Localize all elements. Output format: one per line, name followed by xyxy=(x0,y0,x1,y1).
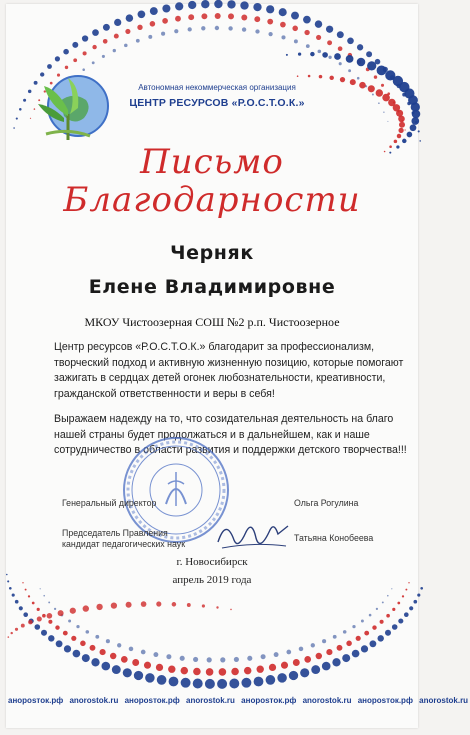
decor-dot xyxy=(47,613,53,619)
decor-dot xyxy=(240,1,248,9)
decor-dot xyxy=(366,51,372,57)
decor-dot xyxy=(201,13,207,19)
decor-dot xyxy=(346,641,352,647)
school-name: МКОУ Чистоозерная СОШ №2 р.п. Чистоозерное xyxy=(84,315,340,329)
decor-dot xyxy=(254,16,260,22)
decor-dot xyxy=(150,7,158,15)
decor-dot xyxy=(392,608,395,611)
footer-link[interactable]: anorostok.ru xyxy=(69,696,119,705)
decor-dot xyxy=(15,600,19,604)
decor-dot xyxy=(228,13,234,19)
decor-dot xyxy=(419,140,421,142)
decor-dot xyxy=(215,26,219,30)
decor-dot xyxy=(9,587,12,590)
decor-dot xyxy=(386,614,390,618)
decor-dot xyxy=(64,645,71,652)
decor-dot xyxy=(361,620,364,623)
decor-dot xyxy=(76,625,79,628)
decor-dot xyxy=(277,673,287,683)
decor-dot xyxy=(274,652,279,657)
handwritten-signature-icon xyxy=(212,512,292,558)
decor-dot xyxy=(369,614,372,617)
decor-dot xyxy=(125,29,130,34)
decor-dot xyxy=(175,16,181,22)
decor-dot xyxy=(181,678,191,688)
decor-dot xyxy=(129,647,134,652)
decor-dot xyxy=(391,588,392,589)
decor-dot xyxy=(172,602,177,607)
decor-dot xyxy=(73,650,81,658)
paragraph-line: нашей страны будет продолжаться и в дальнейшем, как и наше xyxy=(54,428,370,441)
decor-dot xyxy=(327,40,332,45)
decor-dot xyxy=(8,636,10,638)
decor-dot xyxy=(180,656,185,661)
decor-dot xyxy=(289,671,298,680)
decor-dot xyxy=(132,659,139,666)
decor-dot xyxy=(214,0,222,8)
decor-dot xyxy=(361,645,368,652)
decor-dot xyxy=(267,19,273,25)
decor-dot xyxy=(412,110,421,119)
decor-dot xyxy=(409,606,413,610)
decor-dot xyxy=(193,657,198,662)
decor-dot xyxy=(311,665,320,674)
decor-dot xyxy=(25,589,27,591)
decor-dot xyxy=(316,653,322,659)
decor-dot xyxy=(56,640,63,647)
decor-dot xyxy=(356,636,361,641)
decor-dot xyxy=(193,679,203,689)
decor-dot xyxy=(418,130,420,132)
decor-dot xyxy=(42,614,46,618)
decor-dot xyxy=(397,134,401,138)
decor-dot xyxy=(148,35,152,39)
decor-dot xyxy=(103,39,108,44)
decor-dot xyxy=(339,62,342,65)
title-line-2: Благодарности xyxy=(63,180,361,220)
decor-dot xyxy=(368,85,375,92)
decor-dot xyxy=(48,620,52,624)
decor-dot xyxy=(169,677,179,687)
decor-dot xyxy=(80,641,86,647)
decor-dot xyxy=(322,639,326,643)
decor-dot xyxy=(294,39,298,43)
decor-dot xyxy=(219,668,227,676)
decor-dot xyxy=(299,647,304,652)
decor-dot xyxy=(206,668,214,676)
decor-dot xyxy=(326,649,332,655)
recipient-surname: Черняк xyxy=(170,242,254,264)
decor-dot xyxy=(228,26,232,30)
paragraph-line: сотрудничество в области развития и поддержки детского творчества!!! xyxy=(54,444,407,457)
decor-dot xyxy=(281,662,288,669)
paragraph-line: Центр ресурсов «Р.О.С.Т.О.К.» благодарит за профессионализм, xyxy=(54,341,375,353)
decor-dot xyxy=(407,132,413,138)
decor-dot xyxy=(82,35,88,41)
decor-dot xyxy=(103,24,110,31)
decor-dot xyxy=(385,630,391,636)
decor-dot xyxy=(304,30,309,35)
decor-dot xyxy=(367,61,376,70)
issue-date: апрель 2019 года xyxy=(172,574,252,586)
decor-dot xyxy=(261,654,266,659)
decor-dot xyxy=(68,620,71,623)
decor-dot xyxy=(216,606,218,608)
decor-dot xyxy=(326,26,333,33)
decor-dot xyxy=(162,4,170,12)
decor-dot xyxy=(397,602,400,605)
decor-dot xyxy=(13,127,15,129)
decor-dot xyxy=(58,610,64,616)
decor-dot xyxy=(337,31,344,38)
decor-dot xyxy=(229,679,239,689)
decor-dot xyxy=(92,45,96,49)
decor-dot xyxy=(215,13,221,19)
decor-dot xyxy=(247,656,252,661)
footer-link[interactable]: anorostok.ru xyxy=(419,696,469,705)
decor-dot xyxy=(337,645,343,651)
decor-dot xyxy=(86,630,90,634)
decor-dot xyxy=(404,612,409,617)
decor-dot xyxy=(266,675,276,685)
decor-dot xyxy=(220,657,225,662)
decor-dot xyxy=(350,79,356,85)
decor-dot xyxy=(398,128,403,133)
paragraph-gratitude xyxy=(54,340,404,402)
decor-dot xyxy=(156,664,163,671)
decor-dot xyxy=(352,650,360,658)
decor-dot xyxy=(102,662,111,671)
chair-title-line-1: Председатель Правления xyxy=(62,528,168,538)
decor-dot xyxy=(257,666,264,673)
decor-dot xyxy=(377,65,387,75)
decor-dot xyxy=(266,5,274,13)
decor-dot xyxy=(342,654,350,662)
decor-dot xyxy=(291,12,299,20)
decor-dot xyxy=(112,665,121,674)
director-name: Ольга Рогулина xyxy=(294,498,359,508)
decor-dot xyxy=(111,602,117,608)
decor-dot xyxy=(162,18,168,24)
decor-dot xyxy=(71,636,76,641)
decor-dot xyxy=(126,602,132,608)
decor-dot xyxy=(405,589,407,591)
decor-dot xyxy=(332,658,340,666)
decor-dot xyxy=(134,671,143,680)
decor-dot xyxy=(241,15,247,21)
decor-dot xyxy=(308,75,311,78)
decor-dot xyxy=(201,26,205,30)
decor-dot xyxy=(114,19,121,26)
decor-dot xyxy=(374,75,377,78)
decor-dot xyxy=(106,639,110,643)
decor-dot xyxy=(28,620,33,625)
decor-dot xyxy=(392,624,398,630)
decor-dot xyxy=(207,657,212,662)
decor-dot xyxy=(175,2,183,10)
decor-dot xyxy=(281,35,285,39)
decor-dot xyxy=(110,653,116,659)
paragraph-line: Выражаем надежду на то, что созидательная деятельность на благо xyxy=(54,413,394,425)
decor-dot xyxy=(357,77,360,80)
decor-dot xyxy=(141,650,146,655)
decor-dot xyxy=(241,678,251,688)
decor-dot xyxy=(352,625,355,628)
decor-dot xyxy=(123,668,132,677)
decor-dot xyxy=(12,594,15,597)
decor-dot xyxy=(188,27,192,31)
decor-dot xyxy=(357,58,366,67)
decor-dot xyxy=(376,608,378,610)
decor-dot xyxy=(311,643,315,647)
decor-dot xyxy=(230,609,232,611)
decor-dot xyxy=(306,44,310,48)
decor-dot xyxy=(21,624,25,628)
paragraph-line: гражданской ответственности и веры в себя! xyxy=(54,387,275,400)
decor-dot xyxy=(378,102,380,104)
decor-dot xyxy=(348,69,351,72)
decor-dot xyxy=(156,601,161,606)
footer-link[interactable]: анорosток.рф xyxy=(357,696,413,705)
decor-dot xyxy=(70,608,76,614)
decor-dot xyxy=(82,654,90,662)
decor-dot xyxy=(11,632,13,634)
decor-dot xyxy=(364,631,369,636)
decor-dot xyxy=(113,49,116,52)
decor-dot xyxy=(269,664,276,671)
decor-dot xyxy=(381,84,384,87)
decor-dot xyxy=(300,668,309,677)
decor-dot xyxy=(382,601,384,603)
decor-dot xyxy=(114,34,119,39)
decor-dot xyxy=(255,29,259,33)
decor-dot xyxy=(117,643,121,647)
chair-name: Татьяна Конобеева xyxy=(294,533,374,543)
decor-dot xyxy=(387,121,388,122)
decor-dot xyxy=(23,612,28,617)
decor-dot xyxy=(372,625,376,629)
decor-dot xyxy=(293,659,300,666)
title-line-1: Письмо xyxy=(140,142,284,182)
decor-dot xyxy=(95,635,99,639)
decor-dot xyxy=(188,1,196,9)
decor-dot xyxy=(405,129,406,130)
decor-dot xyxy=(369,640,376,647)
decor-dot xyxy=(28,595,30,597)
decor-dot xyxy=(23,99,26,102)
decor-dot xyxy=(242,27,246,31)
decor-dot xyxy=(41,630,47,636)
decor-dot xyxy=(380,620,384,624)
recipient-name: Елене Владимировне xyxy=(88,276,336,298)
decor-dot xyxy=(420,587,423,590)
decor-dot xyxy=(32,602,35,605)
decor-dot xyxy=(48,601,50,603)
paragraph-line: творческий подход и активную жизненную позицию, которые помогают xyxy=(54,356,404,369)
decor-dot xyxy=(315,20,322,27)
decor-dot xyxy=(37,616,42,621)
decor-dot xyxy=(254,677,264,687)
decor-dot xyxy=(166,654,171,659)
decor-dot xyxy=(231,668,239,676)
decor-dot xyxy=(157,675,167,685)
decor-dot xyxy=(346,55,354,63)
decor-dot xyxy=(268,32,272,36)
decor-dot xyxy=(201,0,209,8)
decor-dot xyxy=(322,52,328,58)
decor-dot xyxy=(193,668,201,676)
paragraph-line: зажигать в сердцах детей огонек любознательности, креативности, xyxy=(54,372,386,385)
decor-dot xyxy=(413,600,417,604)
decor-dot xyxy=(253,3,261,11)
decor-dot xyxy=(37,608,40,611)
decor-dot xyxy=(137,25,142,30)
decor-dot xyxy=(54,608,56,610)
decor-dot xyxy=(383,112,384,113)
chair-title-line-2: кандидат педагогических наук xyxy=(62,539,186,549)
decor-dot xyxy=(319,75,323,79)
organization-type: Автономная некоммерческая организация xyxy=(138,83,296,92)
decor-dot xyxy=(187,603,191,607)
decor-dot xyxy=(145,673,155,683)
decor-dot xyxy=(150,21,156,27)
footer-link[interactable]: anorostok.ru xyxy=(302,696,352,705)
decor-dot xyxy=(402,595,404,597)
decor-dot xyxy=(227,0,235,8)
decor-dot xyxy=(411,117,419,125)
decor-dot xyxy=(96,604,102,610)
director-title: Генеральный директор xyxy=(62,498,157,508)
decor-dot xyxy=(138,10,146,18)
decor-dot xyxy=(340,77,345,82)
decor-dot xyxy=(217,679,227,689)
decor-dot xyxy=(92,29,99,36)
decor-dot xyxy=(357,44,363,50)
decor-dot xyxy=(410,124,417,131)
decor-dot xyxy=(376,89,383,96)
decor-dot xyxy=(310,52,314,56)
decor-dot xyxy=(338,46,343,51)
decor-dot xyxy=(83,51,87,55)
decor-dot xyxy=(16,118,18,120)
decor-dot xyxy=(121,656,128,663)
decor-dot xyxy=(329,76,333,80)
decor-dot xyxy=(398,116,405,123)
decor-dot xyxy=(205,679,215,689)
decor-dot xyxy=(91,658,99,666)
decor-dot xyxy=(19,606,23,610)
decor-dot xyxy=(124,44,128,48)
decor-dot xyxy=(90,645,96,651)
decor-dot xyxy=(202,604,205,607)
decor-dot xyxy=(168,666,175,673)
decor-dot xyxy=(126,14,133,21)
decor-dot xyxy=(328,56,331,59)
organization-name: ЦЕНТР РЕСУРСОВ «Р.О.С.Т.О.К.» xyxy=(129,97,305,109)
decor-dot xyxy=(298,52,301,55)
decor-dot xyxy=(136,39,140,43)
decor-dot xyxy=(318,50,322,54)
footer-link[interactable]: anorostok.ru xyxy=(186,696,235,705)
decor-dot xyxy=(35,624,41,630)
decor-dot xyxy=(72,42,78,48)
decor-dot xyxy=(333,635,337,639)
decor-dot xyxy=(15,628,18,631)
decor-dot xyxy=(334,53,341,60)
decor-dot xyxy=(398,618,403,623)
decor-dot xyxy=(286,650,291,655)
decor-dot xyxy=(343,630,347,634)
decor-dot xyxy=(144,662,151,669)
decor-dot xyxy=(347,37,354,44)
city: г. Новосибирск xyxy=(176,556,248,568)
decor-dot xyxy=(100,649,106,655)
footer-links xyxy=(6,696,469,705)
decor-dot xyxy=(181,667,189,675)
decor-dot xyxy=(377,635,383,641)
decor-dot xyxy=(55,625,59,629)
decor-dot xyxy=(316,35,321,40)
decor-dot xyxy=(304,656,311,663)
decor-dot xyxy=(286,54,288,56)
decor-dot xyxy=(244,667,252,675)
decor-dot xyxy=(279,8,287,16)
decor-dot xyxy=(174,29,178,33)
certificate-page xyxy=(6,4,469,728)
decor-dot xyxy=(43,595,45,597)
decor-dot xyxy=(63,631,68,636)
decor-dot xyxy=(387,595,389,597)
decor-dot xyxy=(322,662,331,671)
footer-link[interactable]: анорosток.рф xyxy=(241,696,297,705)
footer-link[interactable]: анорosток.рф xyxy=(8,696,64,705)
decor-dot xyxy=(40,588,41,589)
decor-dot xyxy=(280,22,286,28)
decor-dot xyxy=(83,605,89,611)
decor-dot xyxy=(382,94,390,102)
decor-dot xyxy=(399,122,405,128)
decor-dot xyxy=(48,635,54,641)
decor-dot xyxy=(141,601,147,607)
decor-dot xyxy=(292,26,298,32)
tree-globe-logo-icon xyxy=(28,56,120,148)
decor-dot xyxy=(161,32,165,36)
decor-dot xyxy=(303,16,311,24)
footer-link[interactable]: анорosток.рф xyxy=(124,696,180,705)
decor-dot xyxy=(234,657,239,662)
decor-dot xyxy=(359,82,366,89)
decor-dot xyxy=(297,75,299,77)
decor-dot xyxy=(19,108,22,111)
decor-dot xyxy=(188,14,194,20)
decor-dot xyxy=(372,94,374,96)
decor-dot xyxy=(417,594,420,597)
decor-dot xyxy=(153,652,158,657)
decor-dot xyxy=(63,49,69,55)
